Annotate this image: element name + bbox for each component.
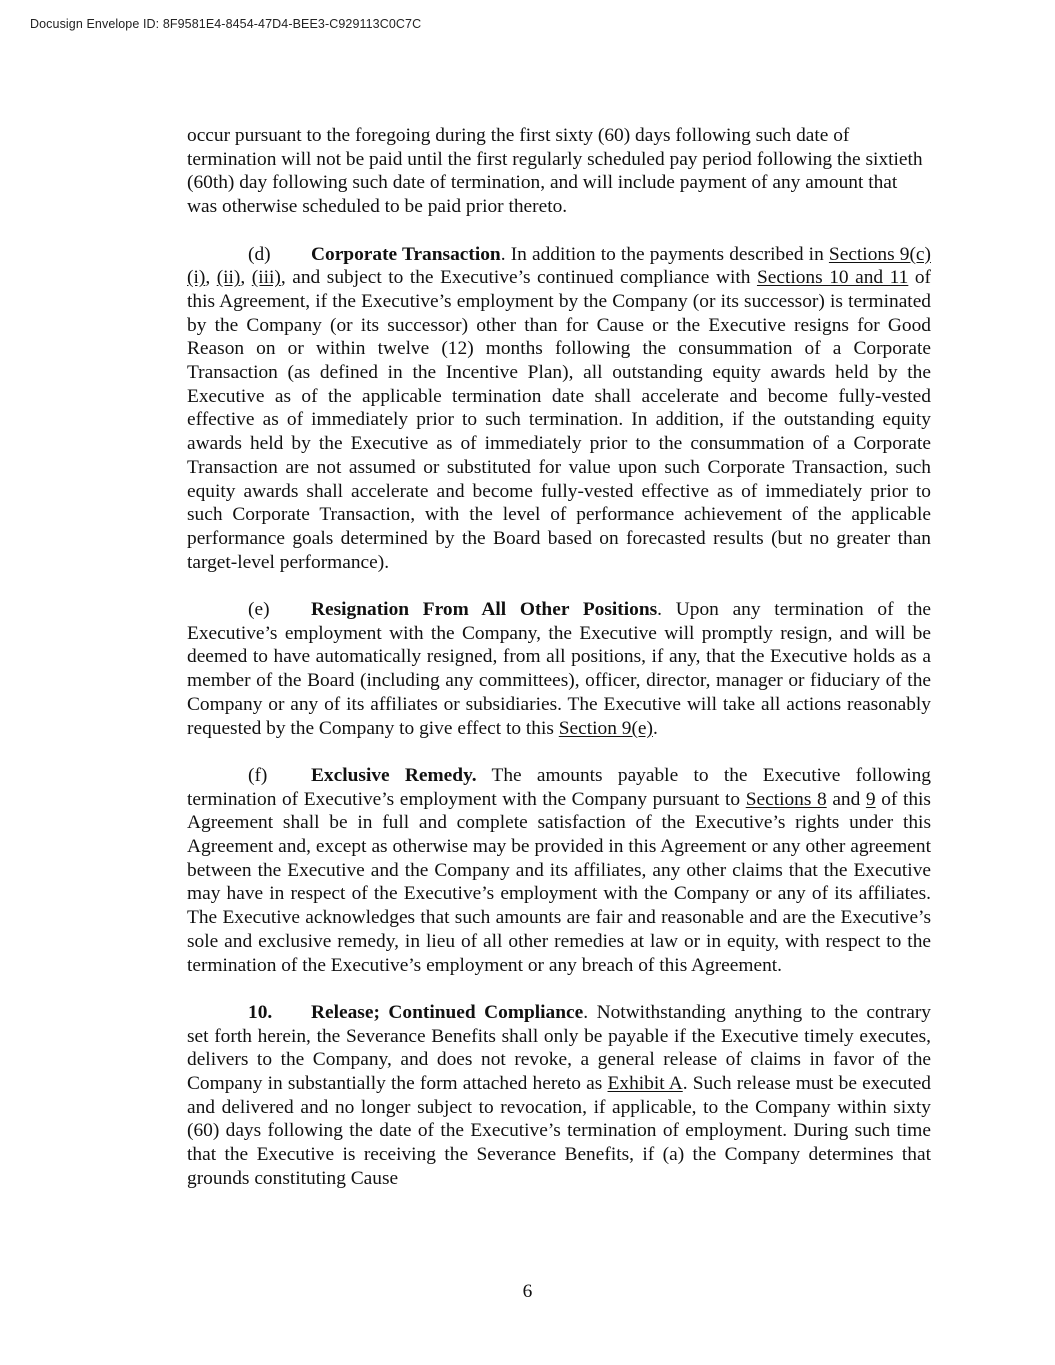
section-text: of this Agreement shall be in full and complete satisfaction of the Executive’s rights under this Agreement and, except as otherwise may be provided in this Agreement or any other agreement between the Executive and the Company and its affiliates, any other claims that the Executive may have in respect of the Executive’s employment with the Company or any of its affiliates. The Executive acknowledges that such amounts are fair and reasonable and are the Executive’s sole and exclusive remedy, in lieu of all other remedies at law or in equity, with respect to the termination of the Executive’s employment or any breach of this Agreement. [187, 788, 931, 976]
section-text: The amounts payable to the Executive following termination of Executive’s employment with the Company pursuant to [187, 764, 931, 810]
section-9d-corporate-transaction [187, 243, 931, 575]
page-number: 6 [522, 1281, 533, 1302]
section-text: . Notwithstanding anything to the contrary set forth herein, the Severance Benefits shall only be payable if the Executive timely executes, delivers to the Company, and does not revoke, a general release of claims in favor of the Company in substantially the form attached hereto as [187, 1001, 931, 1095]
section-number: (d) [248, 243, 271, 265]
section-text: and [826, 788, 866, 810]
section-number: (f) [248, 764, 268, 786]
cross-reference: (ii) [216, 267, 241, 289]
section-number: (e) [248, 599, 270, 621]
cross-reference: Sections 8 [745, 788, 827, 810]
cross-reference: (iii) [251, 267, 281, 289]
section-text: , [205, 267, 217, 289]
section-text: , and subject to the Executive’s continued compliance with [280, 267, 757, 289]
section-text: . Such release must be executed and delivered and no longer subject to revocation, if applicable, to the Company within sixty (60) days following the date of the Executive’s termination of employment. During such time that the Executive is receiving the Severance Benefits, if (a) the Company determines that grounds constituting Cause [187, 1073, 932, 1189]
section-heading: Release; Continued Compliance [311, 1001, 584, 1023]
cross-reference: Section 9(e) [558, 717, 653, 739]
section-heading: Resignation From All Other Positions [311, 599, 658, 621]
section-10-release [187, 1001, 931, 1191]
cross-reference: Sections 10 and 11 [756, 267, 909, 289]
cross-reference: Exhibit A [607, 1073, 683, 1095]
section-heading: Corporate Transaction [311, 243, 501, 265]
section-text: . Upon any termination of the Executive’s employment with the Company, the Executive will promptly resign, and will be deemed to have automatically resigned, from all positions, if any, that the Executive holds as a member of the Board (including any committees), officer, director, manager or fiduciary of the Company or any of its affiliates or subsidiaries. The Executive will take all actions reasonably requested by the Company to give effect to this [187, 599, 932, 739]
cross-reference: Sections 9(c)(i) [187, 243, 931, 289]
section-text: , [240, 267, 252, 289]
envelope-id-header: Docusign Envelope ID: 8F9581E4-8454-47D4-BEE3-C929113C0C7C [30, 17, 422, 31]
document-body [187, 124, 931, 1214]
cross-reference: 9 [865, 788, 876, 810]
section-text: . In addition to the payments described in [500, 243, 829, 265]
paragraph-text: occur pursuant to the foregoing during the first sixty (60) days following such date of termination will not be paid until the first regularly scheduled pay period following the sixtieth (60th) day following such date of termination, and will include payment of any amount that was otherwise scheduled to be paid prior thereto. [187, 125, 923, 218]
section-number: 10. [248, 1001, 273, 1023]
section-text: of this Agreement, if the Executive’s employment by the Company (or its successor) is terminated by the Company (or its successor) other than for Cause or the Executive resigns for Good Reason on or within twelve (12) months following the consummation of a Corporate Transaction (as defined in the Incentive Plan), all outstanding equity awards held by the Executive as of the applicable termination date shall accelerate and become fully-vested effective as of immediately prior to such termination. In addition, if the outstanding equity awards held by the Executive as of immediately prior to the consummation of a Corporate Transaction are not assumed or substituted for value upon such Corporate Transaction, such equity awards shall accelerate and become fully-vested effective as of immediately prior to such Corporate Transaction, with the level of performance achievement of the applicable performance goals determined by the Board based on forecasted results (but no greater than target-level performance). [187, 267, 931, 573]
section-text: . [652, 717, 658, 739]
section-heading: Exclusive Remedy. [311, 764, 477, 786]
section-9e-resignation [187, 598, 931, 740]
paragraph-continuation [187, 124, 931, 219]
section-9f-exclusive-remedy [187, 764, 931, 977]
